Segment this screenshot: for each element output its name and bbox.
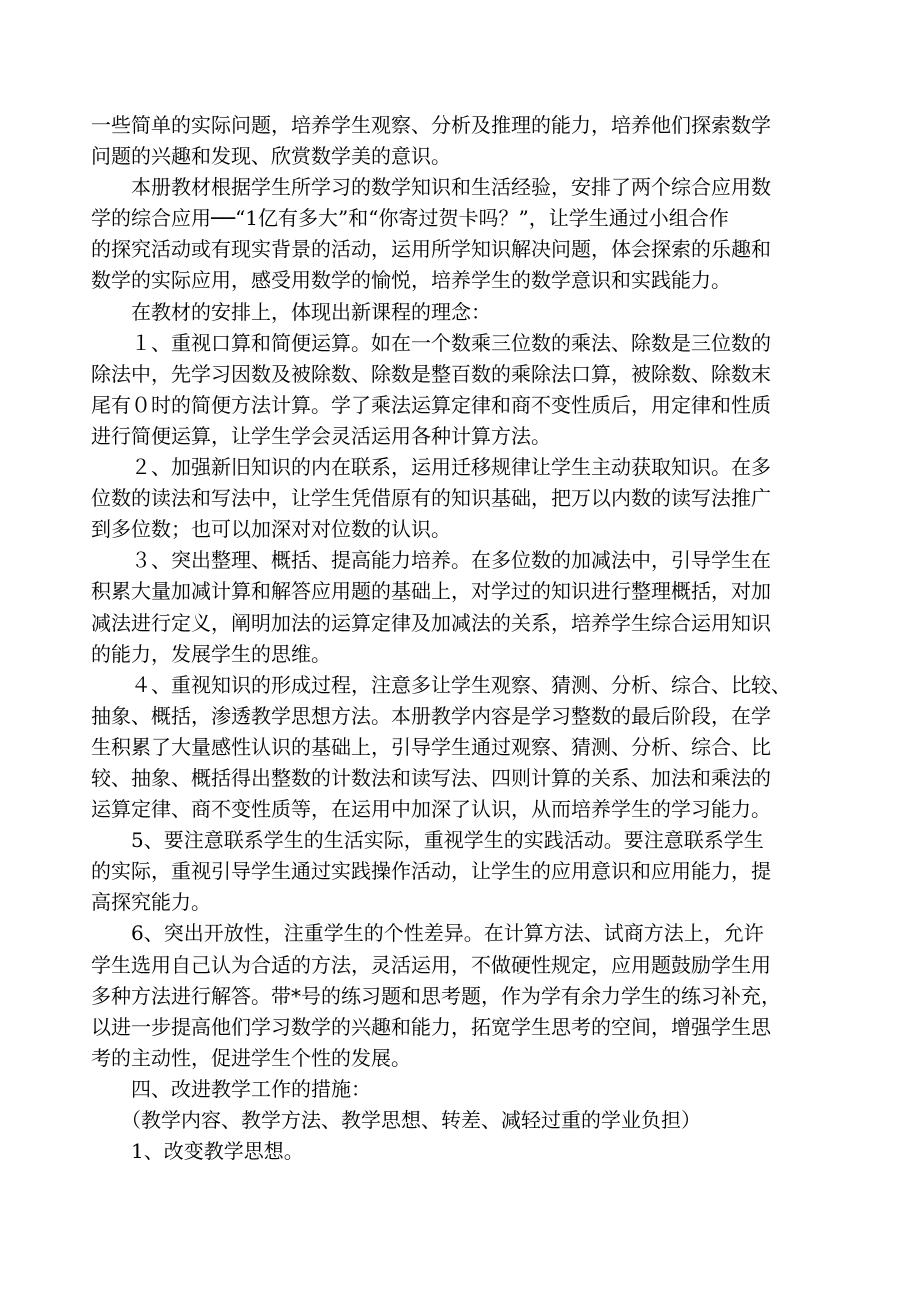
text-line: 位数的读法和写法中，让学生凭借原有的知识基础，把万以内数的读写法推广 [91,486,771,511]
text-line: 四、改进教学工作的措施： [91,1076,371,1101]
text-line: 在教材的安排上，体现出新课程的理念： [91,299,491,324]
text-line: 积累大量加减计算和解答应用题的基础上，对学过的知识进行整理概括，对加 [91,579,771,604]
text-line: 一些简单的实际问题，培养学生观察、分析及推理的能力，培养他们探索数学 [91,113,771,137]
body-text [91,110,831,1167]
text-line: 数学的实际应用，感受用数学的愉悦，培养学生的数学意识和实践能力。 [91,268,731,293]
text-line: 的实际，重视引导学生通过实践操作活动，让学生的应用意识和应用能力，提 [91,859,771,884]
text-line: 以进一步提高他们学习数学的兴趣和能力，拓宽学生思考的空间，增强学生思 [91,1014,771,1039]
text-line: 尾有０时的简便方法计算。学了乘法运算定律和商不变性质后，用定律和性质 [91,392,771,417]
text-line: 学生选用自己认为合适的方法，灵活运用，不做硬性规定，应用题鼓励学生用 [91,952,771,977]
text-line: （教学内容、教学方法、教学思想、转差、减轻过重的学业负担） [91,1108,701,1132]
text-line: １、重视口算和简便运算。如在一个数乘三位数的乘法、除数是三位数的 [91,330,771,355]
text-line: 问题的兴趣和发现、欣赏数学美的意识。 [91,144,451,169]
text-line: 减法进行定义，阐明加法的运算定律及加减法的关系，培养学生综合运用知识 [91,610,771,635]
text-line: 抽象、概括，渗透教学思想方法。本册教学内容是学习整数的最后阶段，在学 [91,703,771,728]
text-line: 进行简便运算，让学生学会灵活运用各种计算方法。 [91,423,551,448]
text-line: 到多位数；也可以加深对对位数的认识。 [91,517,451,542]
text-line: 多种方法进行解答。带*号的练习题和思考题，作为学有余力学生的练习补充， [91,983,781,1008]
text-line: 1、改变教学思想。 [91,1139,304,1164]
text-line: 考的主动性，促进学生个性的发展。 [91,1045,411,1070]
text-line: 6、突出开放性，注重学生的个性差异。在计算方法、试商方法上，允许 [91,921,764,946]
text-line: 学的综合应用──“1亿有多大”和“你寄过贺卡吗？”，让学生通过小组合作 [91,206,729,231]
text-line: ４、重视知识的形成过程，注意多让学生观察、猜测、分析、综合、比较、 [91,672,791,697]
text-line: 生积累了大量感性认识的基础上，引导学生通过观察、猜测、分析、综合、比 [91,734,771,759]
text-line: ３、突出整理、概括、提高能力培养。在多位数的加减法中，引导学生在 [91,548,771,573]
text-line: 运算定律、商不变性质等，在运用中加深了认识，从而培养学生的学习能力。 [91,797,771,822]
text-line: 的探究活动或有现实背景的活动，运用所学知识解决问题，体会探索的乐趣和 [91,237,771,262]
text-line: 高探究能力。 [91,890,211,915]
text-line: 较、抽象、概括得出整数的计数法和读写法、四则计算的关系、加法和乘法的 [91,765,771,790]
text-line: 除法中，先学习因数及被除数、除数是整百数的乘除法口算，被除数、除数末 [91,361,771,386]
text-line: ２、加强新旧知识的内在联系，运用迁移规律让学生主动获取知识。在多 [91,455,771,480]
text-line: 的能力，发展学生的思维。 [91,641,331,666]
text-line: 5、要注意联系学生的生活实际，重视学生的实践活动。要注意联系学生 [91,828,764,853]
text-line: 本册教材根据学生所学习的数学知识和生活经验，安排了两个综合应用数 [91,175,771,200]
